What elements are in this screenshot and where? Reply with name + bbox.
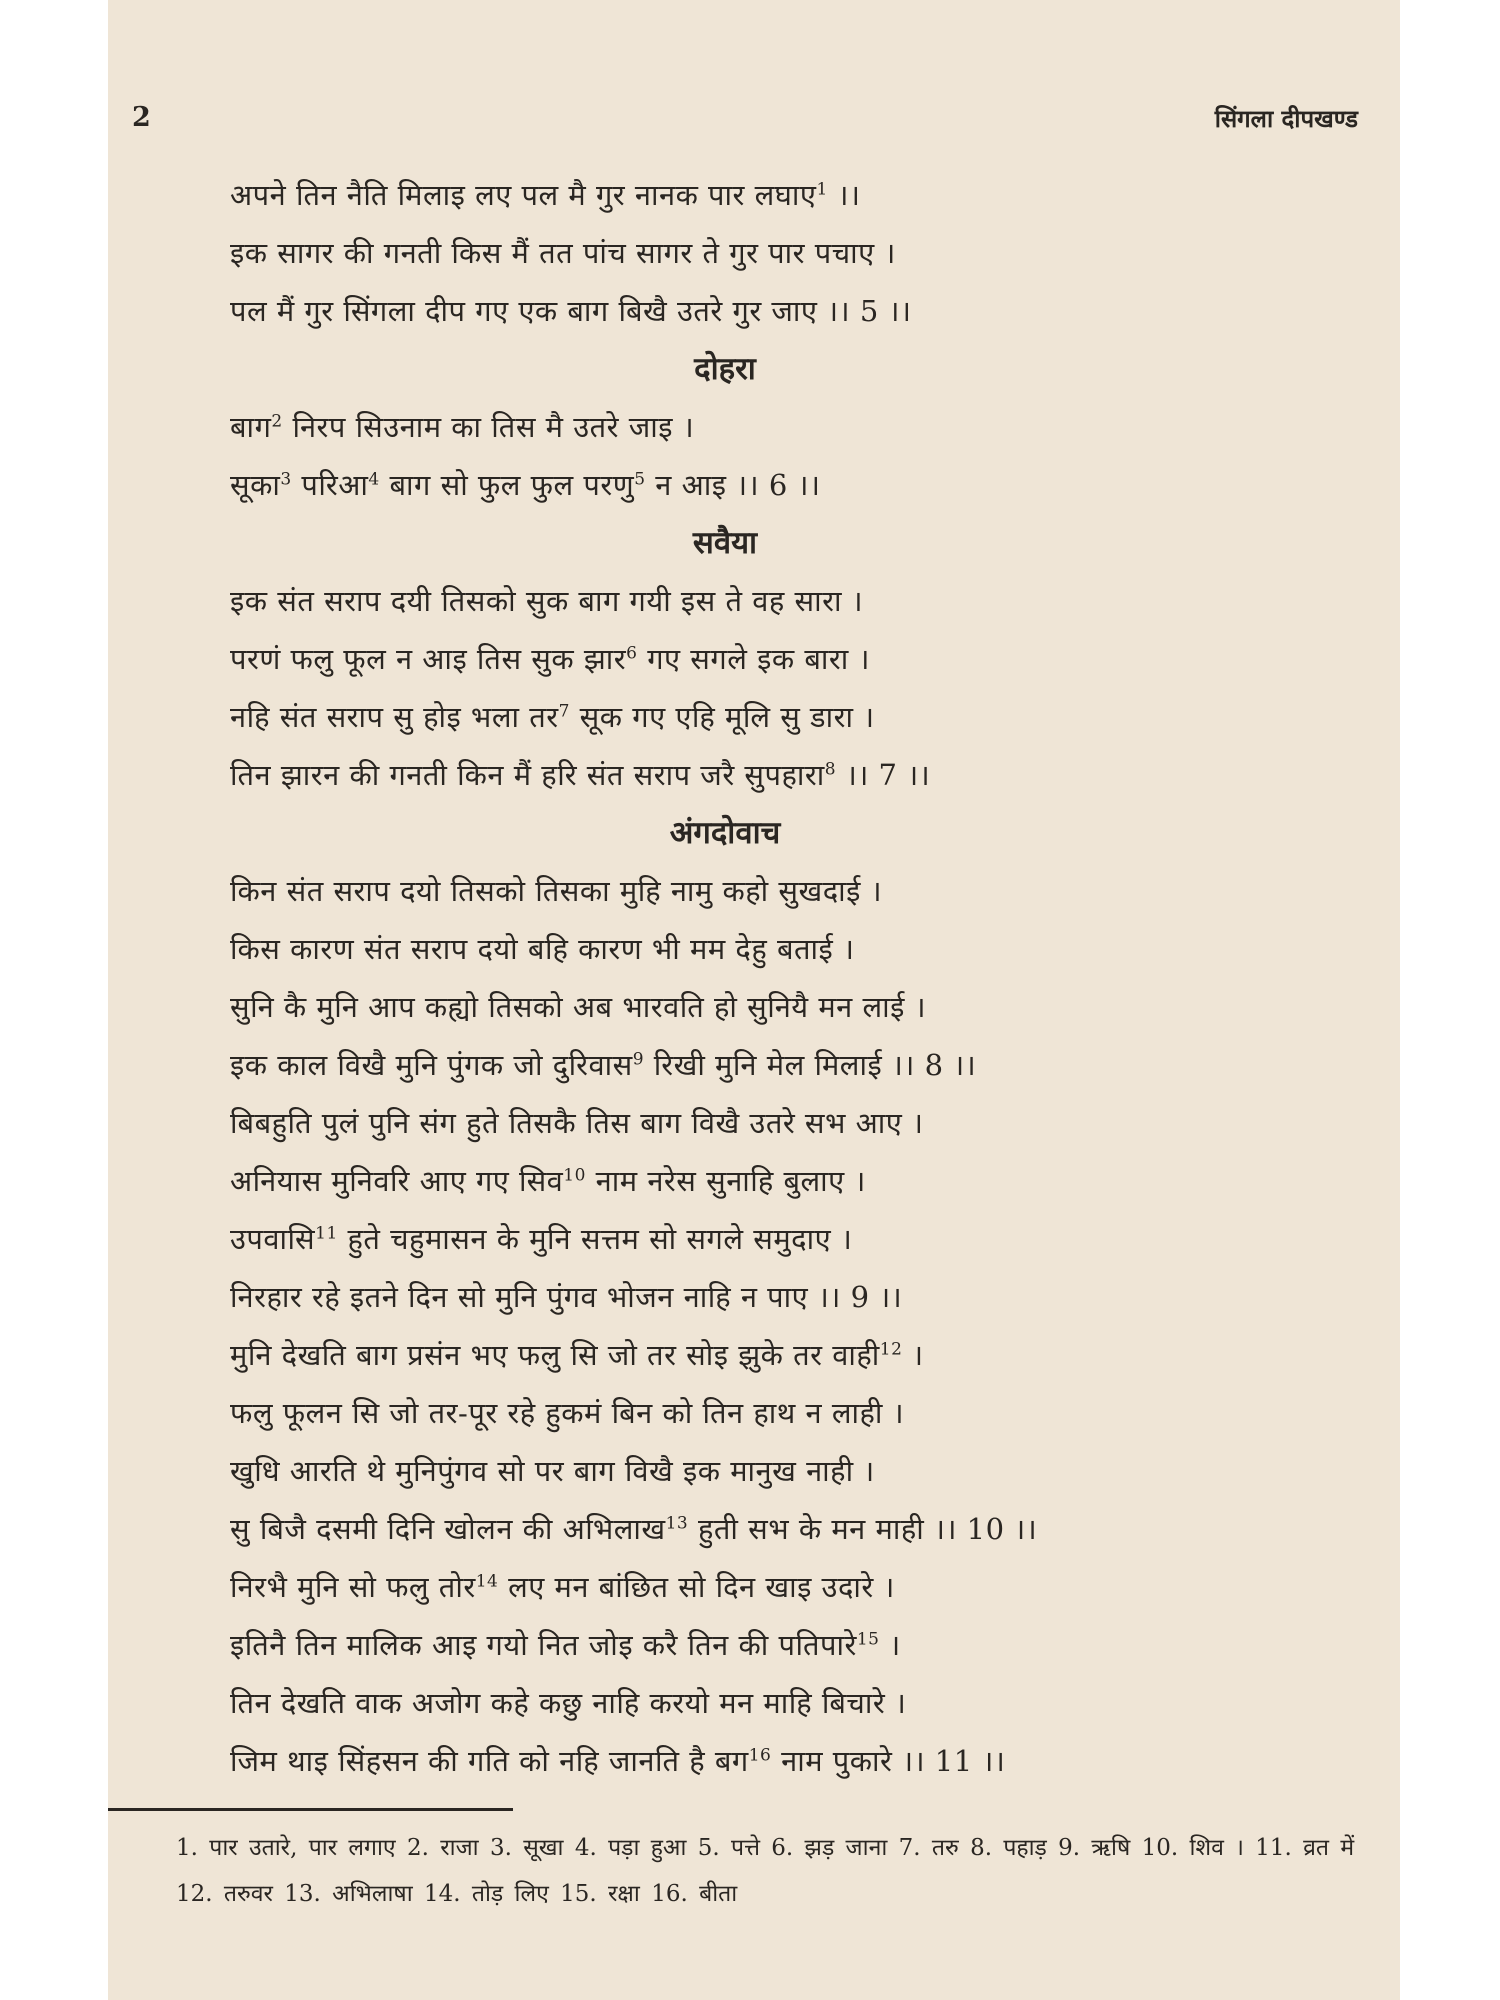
- verse-line: [230, 688, 1350, 746]
- verse-line: [230, 1094, 1350, 1152]
- verse-line: [230, 1210, 1350, 1268]
- verse-text: सूका: [230, 468, 281, 502]
- section-heading: दोहरा: [694, 351, 756, 387]
- verse-text: जिम थाइ सिंहसन की गति को नहि जानति है बग: [230, 1744, 749, 1778]
- footnote-marker: 6: [626, 643, 638, 664]
- verse-line: [230, 1732, 1350, 1790]
- verse-line: [230, 978, 1350, 1036]
- verse-line: [230, 456, 1350, 514]
- verse-text: सूक गए एहि मूलि सु डारा ।: [569, 700, 875, 734]
- footnote-item: 1. पार उतारे, पार लगाए: [176, 1835, 396, 1861]
- verse-text: उपवासि: [230, 1222, 316, 1256]
- footnote-marker: 7: [558, 701, 570, 722]
- verse-line: [230, 746, 1350, 804]
- verse-text: नाम नरेस सुनाहि बुलाए ।: [585, 1164, 866, 1198]
- verse-text: इतिनै तिन मालिक आइ गयो नित जोइ करै तिन की पतिपारे: [230, 1628, 857, 1662]
- verse-text: नाम पुकारे ।। 11 ।।: [771, 1744, 1006, 1778]
- footnote-marker: 4: [368, 469, 380, 490]
- verse-text: ।: [902, 1338, 924, 1372]
- footnote-marker: 5: [634, 469, 646, 490]
- footnote-item: 13. अभिलाषा: [284, 1881, 413, 1907]
- footnote-divider: [108, 1808, 513, 1811]
- verse-text: खुधि आरति थे मुनिपुंगव सो पर बाग विखै इक मानुख नाही ।: [230, 1454, 875, 1488]
- verse-text: निरहार रहे इतने दिन सो मुनि पुंगव भोजन नाहि न पाए ।। 9 ।।: [230, 1280, 903, 1314]
- verse-text: परणं फलु फूल न आइ तिस सुक झार: [230, 642, 627, 676]
- verse-text: फलु फूलन सि जो तर-पूर रहे हुकमं बिन को तिन हाथ न लाही ।: [230, 1396, 905, 1430]
- footnote-item: 16. बीता: [651, 1881, 738, 1907]
- verse-text: परिआ: [291, 468, 369, 502]
- footnote-item: 10. शिव ।: [1141, 1835, 1244, 1861]
- verse-text: लए मन बांछित सो दिन खाइ उदारे ।: [498, 1570, 895, 1604]
- verse-text: सु बिजै दसमी दिनि खोलन की अभिलाख: [230, 1512, 666, 1546]
- verse-line: [230, 1558, 1350, 1616]
- section-heading: सवैया: [692, 525, 758, 561]
- footnote-item: 2. राजा: [406, 1835, 479, 1861]
- footnote-marker: 13: [665, 1513, 689, 1534]
- verse-text: हुते चहुमासन के मुनि सत्तम सो सगले समुदाए ।: [337, 1222, 853, 1256]
- footnote-item: 7. तरु: [898, 1835, 959, 1861]
- verse-text: बाग: [230, 410, 272, 444]
- verse-text: ।: [879, 1628, 901, 1662]
- verse-text: इक संत सराप दयी तिसको सुक बाग गयी इस ते वह सारा ।: [230, 584, 864, 618]
- verse-text: सुनि कै मुनि आप कह्यो तिसको अब भारवति हो सुनियै मन लाई ।: [230, 990, 927, 1024]
- verse-text: बाग सो फुल फुल परणु: [379, 468, 635, 502]
- verse-line: [230, 1616, 1350, 1674]
- verse-line: [230, 1384, 1350, 1442]
- verse-line: [230, 572, 1350, 630]
- footnote-marker: 8: [824, 759, 837, 780]
- footnote-marker: 10: [563, 1165, 586, 1186]
- verse-line: [230, 1036, 1350, 1094]
- footnote-item: 9. ऋषि: [1058, 1835, 1131, 1861]
- footnote-item: 15. रक्षा: [560, 1881, 640, 1907]
- footnote-marker: 1: [816, 179, 828, 200]
- verse-line: [230, 630, 1350, 688]
- footnote-item: 3. सूखा: [489, 1835, 564, 1861]
- footnote-item: 6. झड़ जाना: [771, 1835, 888, 1861]
- verse-text: न आइ ।। 6 ।।: [645, 468, 821, 502]
- footnote-marker: 2: [271, 411, 283, 432]
- verse-text: निरप सिउनाम का तिस मै उतरे जाइ ।: [282, 410, 695, 444]
- verse-text: हुती सभ के मन माही ।। 10 ।।: [688, 1512, 1038, 1546]
- section-heading: अंगदोवाच: [669, 815, 781, 851]
- verse-text: ।। 7 ।।: [836, 758, 931, 792]
- verse-line: [230, 166, 1350, 224]
- verse-line: [230, 282, 1350, 340]
- verse-text: इक सागर की गनती किस मैं तत पांच सागर ते गुर पार पचाए ।: [230, 236, 896, 270]
- verse-line: [230, 1674, 1350, 1732]
- verse-text: किस कारण संत सराप दयो बहि कारण भी मम देहु बताई ।: [230, 932, 855, 966]
- verse-line: [230, 862, 1350, 920]
- footnote-marker: 9: [632, 1049, 645, 1070]
- verse-body: [230, 166, 1350, 1790]
- verse-text: इक काल विखै मुनि पुंगक जो दुरिवास: [230, 1048, 633, 1082]
- verse-line: [230, 398, 1350, 456]
- footnotes: [176, 1825, 1356, 1917]
- verse-text: निरभै मुनि सो फलु तोर: [230, 1570, 476, 1604]
- verse-text: मुनि देखति बाग प्रसंन भए फलु सि जो तर सोइ झुके तर वाही: [230, 1338, 880, 1372]
- verse-line: [230, 1152, 1350, 1210]
- footnote-marker: 16: [748, 1745, 772, 1766]
- verse-text: बिबहुति पुलं पुनि संग हुते तिसकै तिस बाग विखै उतरे सभ आए ।: [230, 1106, 924, 1140]
- footnote-marker: 12: [879, 1339, 903, 1360]
- footnote-item: 4. पड़ा हुआ: [574, 1835, 687, 1861]
- footnote-item: 14. तोड़ लिए: [423, 1881, 549, 1907]
- footnote-marker: 3: [280, 469, 292, 490]
- page-number: 2: [132, 102, 151, 133]
- footnote-marker: 15: [856, 1629, 880, 1650]
- book-page: [108, 0, 1400, 2000]
- verse-line: [230, 224, 1350, 282]
- verse-text: अपने तिन नैति मिलाइ लए पल मै गुर नानक पार लघाए: [230, 178, 817, 212]
- verse-text: ।।: [827, 178, 861, 212]
- verse-line: [230, 1500, 1350, 1558]
- verse-text: पल मैं गुर सिंगला दीप गए एक बाग बिखै उतरे गुर जाए ।। 5 ।।: [230, 294, 912, 328]
- verse-text: तिन देखति वाक अजोग कहे कछु नाहि करयो मन माहि बिचारे ।: [230, 1686, 907, 1720]
- verse-text: रिखी मुनि मेल मिलाई ।। 8 ।।: [644, 1048, 977, 1082]
- footnote-item: 5. पत्ते: [697, 1835, 760, 1861]
- verse-text: तिन झारन की गनती किन मैं हरि संत सराप जरै सुपहारा: [230, 758, 825, 792]
- verse-text: नहि संत सराप सु होइ भला तर: [230, 700, 559, 734]
- footnote-item: 12. तरुवर: [176, 1881, 273, 1907]
- verse-line: [230, 1442, 1350, 1500]
- verse-line: [230, 1326, 1350, 1384]
- verse-text: गए सगले इक बारा ।: [637, 642, 870, 676]
- verse-text: किन संत सराप दयो तिसको तिसका मुहि नामु कहो सुखदाई ।: [230, 874, 883, 908]
- footnote-marker: 11: [315, 1223, 338, 1244]
- footnote-item: 11. व्रत में: [1255, 1835, 1355, 1861]
- verse-line: [230, 920, 1350, 978]
- footnote-item: 8. पहाड़: [970, 1835, 1047, 1861]
- verse-text: अनियास मुनिवरि आए गए सिव: [230, 1164, 564, 1198]
- running-title: सिंगला दीपखण्ड: [1214, 104, 1358, 133]
- footnote-marker: 14: [475, 1571, 499, 1592]
- verse-line: [230, 1268, 1350, 1326]
